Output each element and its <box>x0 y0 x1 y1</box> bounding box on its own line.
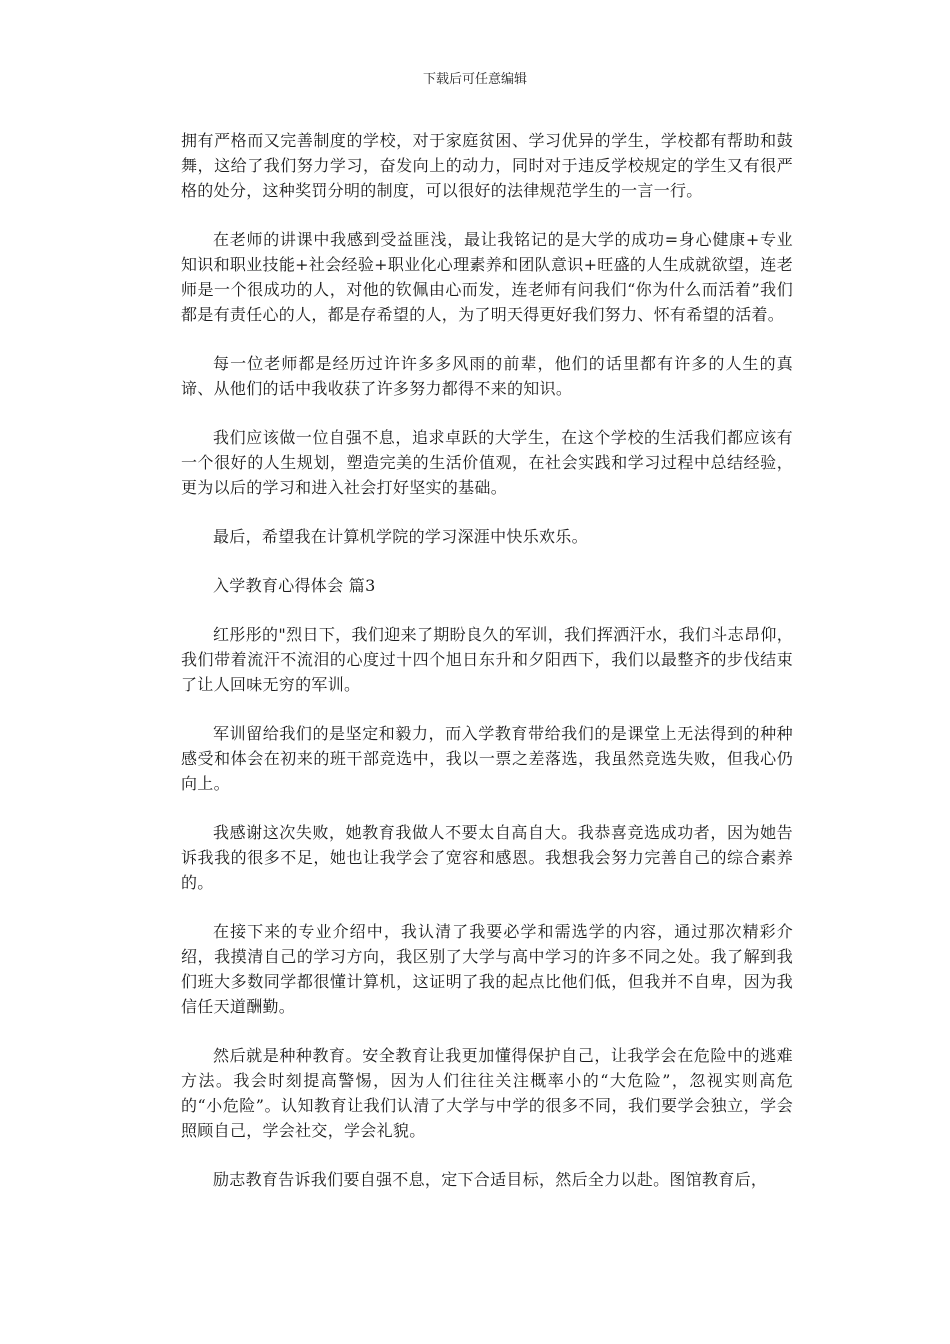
page-header: 下载后可任意编辑 <box>422 72 527 87</box>
paragraph: 每一位老师都是经历过许许多多风雨的前辈，他们的话里都有许多的人生的真谛、从他们的话中我收获了许多努力都得不来的知识。 <box>181 354 793 398</box>
paragraph: 然后就是种种教育。安全教育让我更加懂得保护自己，让我学会在危险中的逃难方法。我会时刻提高警惕，因为人们往往关注概率小的“大危险”，忽视实则高危的“小危险”。认知教育让我们认清了大学与中学的很多不同，我们要学会独立，学会照顾自己，学会社交，学会礼貌。 <box>181 1046 793 1140</box>
paragraph: 军训留给我们的是坚定和毅力，而入学教育带给我们的是课堂上无法得到的种种感受和体会在初来的班干部竞选中，我以一票之差落选，我虽然竞选失败，但我心仍向上。 <box>181 724 793 793</box>
section-heading: 入学教育心得体会 篇3 <box>213 576 376 595</box>
paragraph: 在接下来的专业介绍中，我认清了我要必学和需选学的内容，通过那次精彩介绍，我摸清自己的学习方向，我区别了大学与高中学习的许多不同之处。我了解到我们班大多数同学都很懂计算机，这证明了我的起点比他们低，但我并不自卑，因为我信任天道酬勤。 <box>181 922 793 1016</box>
paragraph: 红彤彤的"烈日下，我们迎来了期盼良久的军训，我们挥洒汗水，我们斗志昂仰，我们带着流汗不流泪的心度过十四个旭日东升和夕阳西下，我们以最整齐的步伐结束了让人回味无穷的军训。 <box>181 625 793 694</box>
paragraph: 我们应该做一位自强不息，追求卓跃的大学生，在这个学校的生活我们都应该有一个很好的人生规划，塑造完美的生活价值观，在社会实践和学习过程中总结经验，更为以后的学习和进入社会打好坚实的基础。 <box>181 428 793 497</box>
paragraph: 拥有严格而又完善制度的学校，对于家庭贫困、学习优异的学生，学校都有帮助和鼓舞，这给了我们努力学习，奋发向上的动力，同时对于违反学校规定的学生又有很严格的处分，这种奖罚分明的制度，可以很好的法律规范学生的一言一行。 <box>181 131 793 200</box>
paragraph: 励志教育告诉我们要自强不息，定下合适目标，然后全力以赴。图馆教育后， <box>213 1170 768 1189</box>
paragraph: 我感谢这次失败，她教育我做人不要太自高自大。我恭喜竞选成功者，因为她告诉我我的很多不足，她也让我学会了宽容和感恩。我想我会努力完善自己的综合素养的。 <box>181 823 793 892</box>
paragraph: 在老师的讲课中我感到受益匪浅，最让我铭记的是大学的成功=身心健康+专业知识和职业技能+社会经验+职业化心理素养和团队意识+旺盛的人生成就欲望，连老师是一个很成功的人，对他的钦佩由心而发，连老师有问我们“你为什么而活着”我们都是有责任心的人，都是存希望的人，为了明天得更好我们努力、怀有希望的活着。 <box>181 230 793 324</box>
paragraph: 最后，希望我在计算机学院的学习深涯中快乐欢乐。 <box>213 527 588 546</box>
document-body <box>181 128 793 1192</box>
